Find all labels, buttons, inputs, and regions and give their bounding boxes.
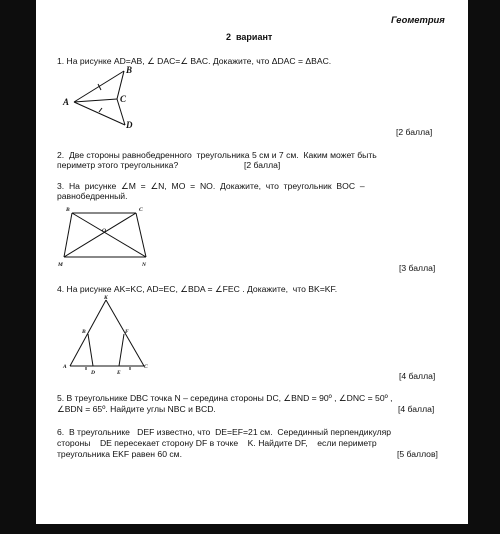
problem-4-points: [4 балла] xyxy=(399,371,436,381)
problem-3-figure xyxy=(56,204,166,270)
problem-6-text-line-1: 6. В треугольнике DEF известно, что DE=EF=21 см. Серединный перпендикуляр xyxy=(57,427,392,437)
problem-1-figure xyxy=(62,62,142,130)
problem-4-label-a: A xyxy=(63,364,67,370)
problem-1-label-a: A xyxy=(63,97,70,107)
problem-2-text-line-2: периметр этого треугольника? xyxy=(57,160,179,170)
problem-4-text: 4. На рисунке AK=KC, AD=EC, ∠BDA = ∠FEC . Докажите, что BK=KF. xyxy=(57,284,338,294)
problem-4-label-c: C xyxy=(144,364,148,370)
problem-3-label-b: B xyxy=(66,207,70,213)
problem-3-label-m: M xyxy=(58,262,63,268)
problem-1-text: 1. На рисунке AD=AB, ∠ DAC=∠ BAC. Докажите, что ΔDAC = ΔBAC. xyxy=(57,56,332,66)
problem-3-label-c: C xyxy=(139,207,143,213)
problem-4-label-d: D xyxy=(91,370,95,376)
variant-title: 2 вариант xyxy=(226,32,273,42)
problem-6-text-line-3: треугольника EKF равен 60 см. xyxy=(57,449,182,459)
problem-5-text-line-2: ∠BDN = 65º. Найдите углы NBC и BCD. xyxy=(57,404,216,414)
problem-5-text-line-1: 5. В треугольнике DBC точка N – середина стороны DC, ∠BND = 90º , ∠DNC = 50º , xyxy=(57,393,393,403)
problem-1-label-d: D xyxy=(126,120,133,130)
subject-title: Геометрия xyxy=(391,14,445,25)
problem-6-text-line-2: стороны DE пересекает сторону DF в точке K. Найдите DF, если периметр xyxy=(57,438,377,448)
problem-4-label-b: B xyxy=(82,329,86,335)
problem-4-label-k: K xyxy=(104,295,108,301)
problem-6-points: [5 баллов] xyxy=(397,449,438,459)
problem-3-label-o: O xyxy=(102,228,106,234)
problem-2-points: [2 балла] xyxy=(244,160,281,170)
problem-1-label-c: C xyxy=(120,94,127,104)
problem-1-label-b: B xyxy=(126,65,133,75)
problem-4-figure xyxy=(62,295,148,376)
problem-4-label-e: E xyxy=(117,370,121,376)
problem-3-points: [3 балла] xyxy=(399,263,436,273)
problem-2-text-line-1: 2. Две стороны равнобедренного треугольника 5 см и 7 см. Каким может быть xyxy=(57,150,377,160)
problem-1-points: [2 балла] xyxy=(396,127,433,137)
problem-3-text-line-1: 3. На рисунке ∠M = ∠N, MO = NO. Докажите, что треугольник BOC – xyxy=(57,181,365,191)
problem-3-text-line-2: равнобедренный. xyxy=(57,191,128,201)
problem-4-label-f: F xyxy=(125,329,129,335)
problem-5-points: [4 балла] xyxy=(398,404,435,414)
problem-3-label-n: N xyxy=(142,262,146,268)
